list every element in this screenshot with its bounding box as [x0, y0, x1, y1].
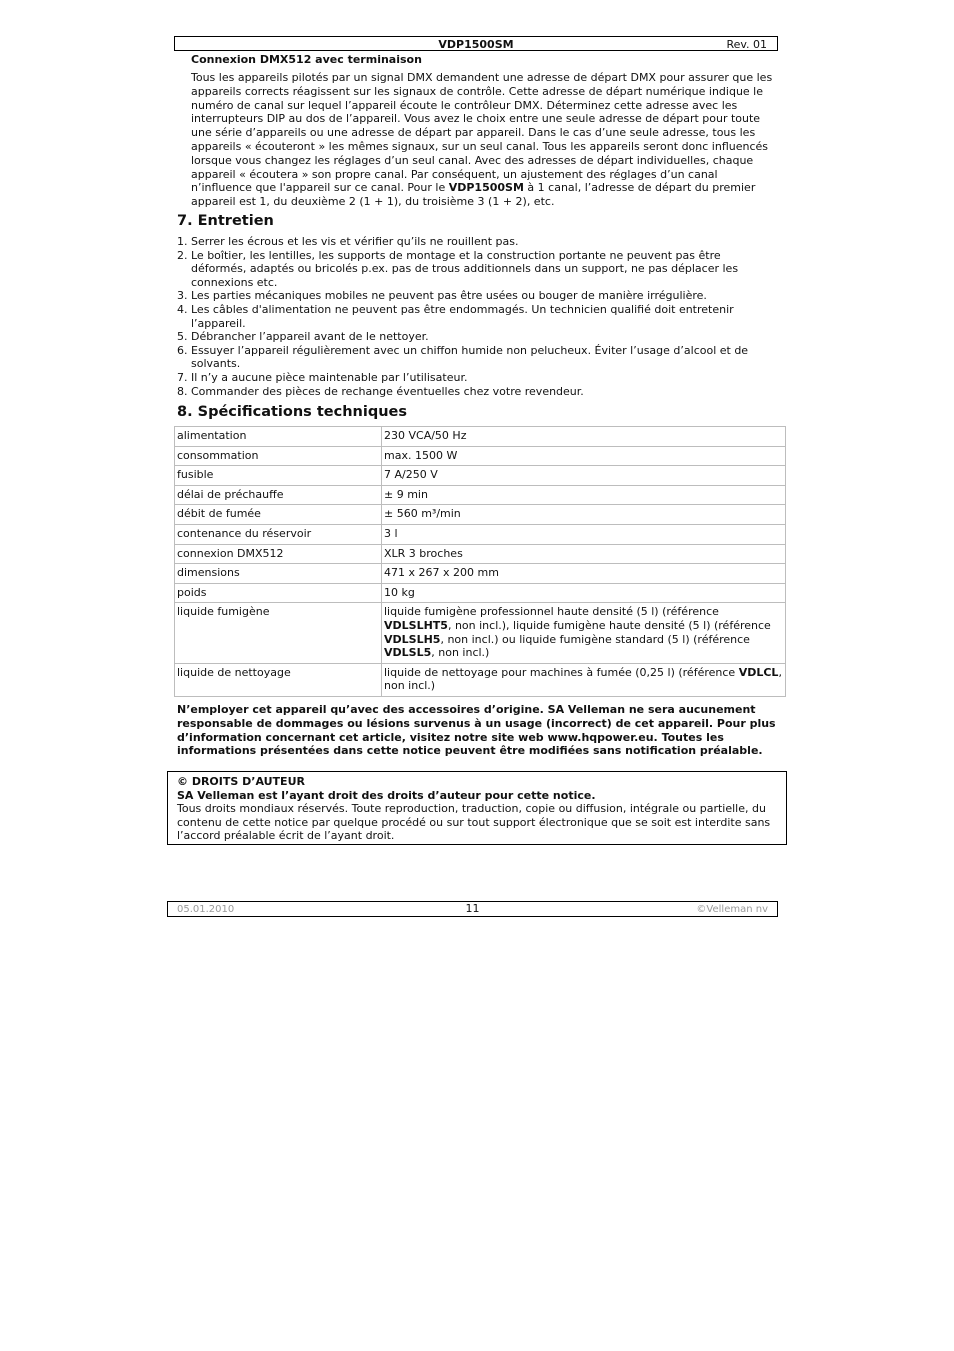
list-item [177, 235, 777, 249]
list-item [177, 249, 777, 290]
spec-value: 10 kg [382, 583, 786, 603]
item-number: 5. [177, 330, 188, 344]
spec-value: 3 l [382, 524, 786, 544]
item-number: 4. [177, 302, 188, 316]
item-text: Le boîtier, les lentilles, les supports de montage et la construction portante ne peuvent pas être déformés, adaptés ou bricolés p.ex. pas de trous additionnels dans un support, ne pas déplacer les connexions etc. [191, 248, 739, 289]
spec-key: liquide de nettoyage [175, 663, 382, 696]
table-row [175, 564, 786, 584]
maintenance-list [177, 235, 777, 398]
item-text: Serrer les écrous et les vis et vérifier qu’ils ne rouillent pas. [191, 235, 519, 248]
cleaning-ref: VDLCL [738, 665, 779, 679]
spec-value: 471 x 267 x 200 mm [382, 564, 786, 584]
cleaning-text: , non incl.) [384, 665, 782, 693]
spec-key: fusible [175, 466, 382, 486]
fluid-text: , non incl.) ou liquide fumigène standard (5 l) (référence [440, 632, 750, 646]
copyright-owner: SA Velleman est l’ayant droit des droits d’auteur pour cette notice. [177, 788, 596, 802]
fluid-text: , non incl.), liquide fumigène haute densité (5 l) (référence [447, 618, 771, 632]
spec-key: dimensions [175, 564, 382, 584]
spec-key: délai de préchauffe [175, 485, 382, 505]
spec-key: consommation [175, 446, 382, 466]
item-text: Les parties mécaniques mobiles ne peuvent pas être usées ou bouger de manière irrégulière. [191, 289, 707, 303]
item-number: 2. [177, 248, 188, 262]
list-item [177, 344, 777, 371]
maintenance-heading: 7. Entretien [177, 213, 274, 229]
spec-key: alimentation [175, 427, 382, 447]
cleaning-text: liquide de nettoyage pour machines à fumée (0,25 l) (référence [384, 665, 739, 679]
page-number: 11 [465, 902, 480, 915]
fluid-text: liquide fumigène professionnel haute densité (5 l) (référence [384, 605, 719, 619]
table-row [175, 544, 786, 564]
spec-key: liquide fumigène [175, 603, 382, 663]
spec-value [382, 663, 786, 696]
fluid-ref: VDLSLH5 [384, 632, 441, 646]
spec-key: poids [175, 583, 382, 603]
specs-table [174, 426, 786, 697]
list-item [177, 289, 777, 303]
table-row [175, 427, 786, 447]
dmx-paragraph [191, 71, 781, 209]
table-row [175, 603, 786, 663]
model-name: VDP1500SM [438, 38, 514, 51]
page-header [174, 36, 778, 51]
fluid-text: , non incl.) [431, 646, 490, 660]
spec-value [382, 603, 786, 663]
item-number: 6. [177, 343, 188, 357]
footer-date: 05.01.2010 [177, 904, 235, 915]
copyright-box [167, 771, 787, 845]
table-row [175, 583, 786, 603]
spec-value: ± 560 m³/min [382, 505, 786, 525]
page-footer [167, 901, 778, 917]
table-row [175, 524, 786, 544]
copyright-text: Tous droits mondiaux réservés. Toute reproduction, traduction, copie ou diffusion, intégrale ou partielle, du contenu de cette notice par quelque procédé ou sur tout support électronique que se soit est interdite sans l’accord préalable écrit de l’ayant droit. [177, 802, 771, 843]
item-number: 3. [177, 289, 188, 303]
table-row [175, 466, 786, 486]
table-row [175, 505, 786, 525]
item-text: Les câbles d'alimentation ne peuvent pas être endommagés. Un technicien qualifié doit entretenir l’appareil. [191, 302, 734, 330]
item-text: Essuyer l’appareil régulièrement avec un chiffon humide non pelucheux. Éviter l’usage d’alcool et de solvants. [191, 343, 749, 371]
dmx-model-bold: VDP1500SM [448, 181, 524, 195]
item-number: 8. [177, 384, 188, 398]
spec-value: 230 VCA/50 Hz [382, 427, 786, 447]
spec-value: max. 1500 W [382, 446, 786, 466]
item-number: 7. [177, 370, 188, 384]
list-item [177, 371, 777, 385]
item-number: 1. [177, 235, 188, 248]
dmx-text: Tous les appareils pilotés par un signal DMX demandent une adresse de départ DMX pour assurer que les appareils corrects réagissent sur les signaux de contrôle. Cette adresse de départ numérique indique le numéro de canal sur lequel l’appareil écoute le contrôleur DMX. Déterminez cette adresse avec les interrupteurs DIP au dos de l’appareil. Vous avez le choix entre une seule adresse de départ pour toute une série d’appareils ou une adresse de départ par appareil. Dans le cas d’une seule adresse, tous les appareils « écouteront » les mêmes signaux, sur un seul canal. Tous les appareils seront donc influencés lorsque vous changez les réglages d’un seul canal. Avec des adresses de départ individuelles, chaque appareil « écoutera » son propre canal. Par conséquent, un ajustement des réglages d’un canal n’influence que l'appareil sur ce canal. Pour le [191, 71, 773, 195]
spec-value: 7 A/250 V [382, 466, 786, 486]
revision: Rev. 01 [726, 38, 767, 51]
fluid-ref: VDLSL5 [384, 646, 432, 660]
dmx-section-title: Connexion DMX512 avec terminaison [191, 53, 422, 66]
spec-key: contenance du réservoir [175, 524, 382, 544]
fluid-ref: VDLSLHT5 [384, 618, 448, 632]
spec-key: débit de fumée [175, 505, 382, 525]
dmx-text-end: à 1 canal, l’adresse de départ du premier appareil est 1, du deuxième 2 (1 + 1), du troisième 3 (1 + 2), etc. [191, 181, 756, 209]
copyright-title: © DROITS D’AUTEUR [177, 775, 305, 788]
spec-key: connexion DMX512 [175, 544, 382, 564]
list-item [177, 303, 777, 330]
spec-value: XLR 3 broches [382, 544, 786, 564]
list-item [177, 385, 777, 399]
table-row [175, 446, 786, 466]
table-row [175, 663, 786, 696]
list-item [177, 330, 777, 344]
item-text: Il n’y a aucune pièce maintenable par l’utilisateur. [191, 370, 468, 384]
footer-copyright: ©Velleman nv [696, 904, 768, 915]
spec-value: ± 9 min [382, 485, 786, 505]
item-text: Commander des pièces de rechange éventuelles chez votre revendeur. [191, 384, 584, 398]
table-row [175, 485, 786, 505]
warning-notice: N’employer cet appareil qu’avec des accessoires d’origine. SA Velleman ne sera aucunement responsable de dommages ou lésions survenus à un usage (incorrect) de cet appareil. Pour plus d’information concernant cet article, visitez notre site web www.hqpower.eu. Toutes les informations présentées dans cette notice peuvent être modifiées sans notification préalable. [177, 703, 776, 758]
item-text: Débrancher l’appareil avant de le nettoyer. [191, 330, 429, 344]
specs-heading: 8. Spécifications techniques [177, 404, 408, 420]
